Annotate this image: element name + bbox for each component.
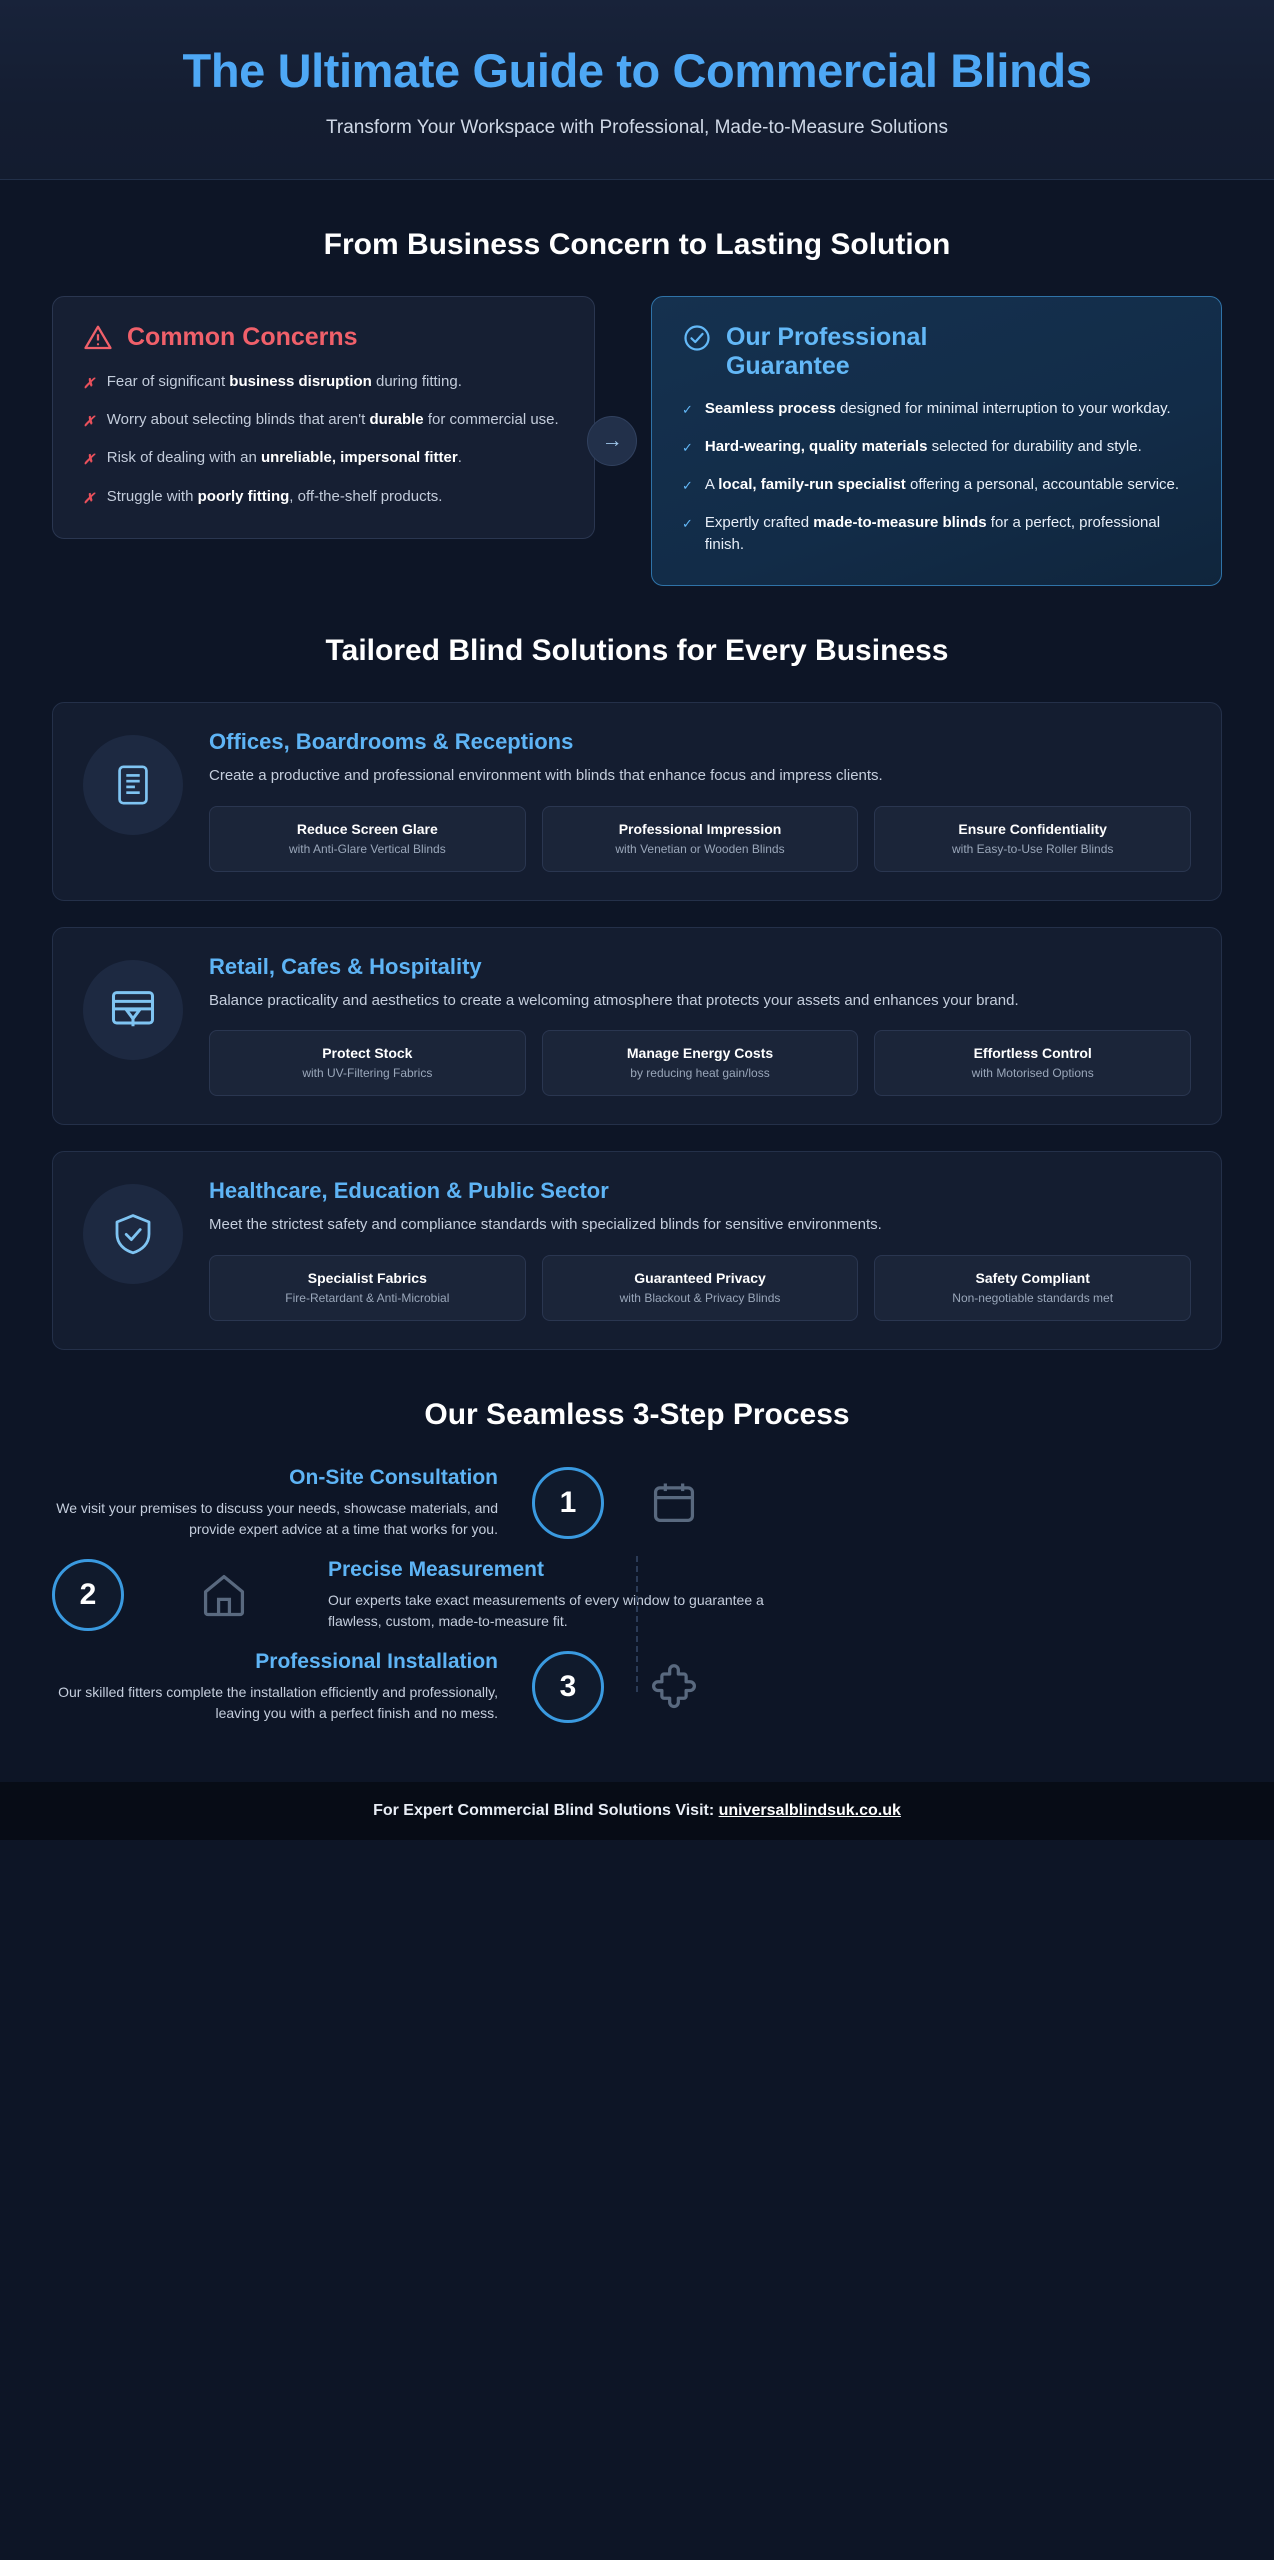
footer-bar	[0, 1782, 1274, 1840]
shield-check-icon	[83, 1184, 183, 1284]
feature-card	[874, 1030, 1191, 1096]
footer-text: For Expert Commercial Blind Solutions Visit:	[373, 1801, 715, 1819]
feature-subtitle: with UV-Filtering Fabrics	[302, 1066, 433, 1081]
list-item-text: A local, family-run specialist offering a personal, accountable service.	[704, 475, 1180, 493]
feature-card	[874, 1255, 1191, 1321]
check-icon: ✓	[681, 515, 693, 531]
step-number: 1	[532, 1467, 604, 1539]
step-title: On-Site Consultation	[289, 1465, 498, 1489]
puzzle-piece-icon	[604, 1661, 774, 1713]
list-item	[83, 371, 564, 393]
list-item	[83, 409, 564, 431]
solutions-panels	[0, 702, 1274, 1350]
feature-title: Specialist Fabrics	[307, 1269, 427, 1286]
panel-description: Balance practicality and aesthetics to create a welcoming atmosphere that protects your assets and enhances your brand.	[209, 991, 1019, 1009]
guarantee-header	[682, 323, 1191, 381]
step-number: 2	[52, 1559, 124, 1631]
feature-title: Professional Impression	[618, 820, 782, 837]
feature-card	[209, 1030, 526, 1096]
professional-guarantee-card	[651, 296, 1222, 587]
check-icon: ✓	[681, 477, 693, 493]
storefront-icon	[83, 960, 183, 1060]
list-item-text: Struggle with poorly fitting, off-the-shelf products.	[106, 487, 443, 505]
guarantee-title: Our Professional Guarantee	[725, 322, 928, 380]
list-item	[83, 447, 564, 469]
list-item-text: Expertly crafted made-to-measure blinds for a perfect, professional finish.	[704, 513, 1161, 553]
hero-section	[0, 0, 1274, 180]
feature-title: Guaranteed Privacy	[634, 1269, 766, 1286]
list-item-text: Fear of significant business disruption during fitting.	[106, 372, 462, 390]
cross-icon: ✗	[83, 374, 95, 391]
feature-title: Protect Stock	[322, 1045, 413, 1062]
check-circle-icon	[682, 323, 712, 353]
concerns-header	[83, 323, 564, 353]
feature-row	[209, 806, 1191, 872]
feature-card	[874, 806, 1191, 872]
feature-title: Manage Energy Costs	[626, 1045, 774, 1062]
step-text	[52, 1466, 532, 1540]
solution-panel	[52, 1151, 1222, 1350]
common-concerns-card	[52, 296, 595, 539]
cross-icon: ✗	[83, 451, 95, 468]
list-item	[682, 474, 1191, 496]
feature-title: Effortless Control	[973, 1045, 1092, 1062]
footer-website-link[interactable]: universalblindsuk.co.uk	[718, 1801, 901, 1819]
panel-body	[209, 954, 1191, 1097]
solution-panel	[52, 702, 1222, 901]
guarantee-list	[682, 398, 1191, 555]
feature-row	[209, 1030, 1191, 1096]
feature-card	[209, 1255, 526, 1321]
cross-icon: ✗	[83, 413, 95, 430]
office-document-icon	[83, 735, 183, 835]
list-item-text: Hard-wearing, quality materials selected for durability and style.	[704, 438, 1142, 456]
feature-title: Reduce Screen Glare	[296, 820, 438, 837]
list-item-text: Seamless process designed for minimal interruption to your workday.	[704, 400, 1171, 418]
feature-row	[209, 1255, 1191, 1321]
step-text	[52, 1650, 532, 1724]
feature-subtitle: with Motorised Options	[971, 1066, 1094, 1081]
compare-section	[0, 296, 1274, 587]
list-item	[682, 436, 1191, 458]
warning-triangle-icon	[83, 323, 113, 353]
concerns-title: Common Concerns	[127, 322, 358, 351]
check-icon: ✓	[681, 402, 693, 418]
process-section-heading: Our Seamless 3-Step Process	[424, 1397, 850, 1431]
feature-title: Safety Compliant	[975, 1269, 1090, 1286]
step-description: Our skilled fitters complete the installation efficiently and professionally, leaving you with a perfect finish and no mess.	[58, 1683, 498, 1721]
page-subtitle: Transform Your Workspace with Professional, Made-to-Measure Solutions	[326, 116, 948, 138]
transition-arrow	[585, 416, 639, 466]
feature-subtitle: with Easy-to-Use Roller Blinds	[951, 841, 1114, 856]
feature-subtitle: with Anti-Glare Vertical Blinds	[288, 841, 446, 856]
step-number: 3	[532, 1651, 604, 1723]
panel-body	[209, 729, 1191, 872]
step-title: Precise Measurement	[328, 1557, 544, 1581]
step-description: We visit your premises to discuss your needs, showcase materials, and provide expert advice at a time that works for you.	[56, 1499, 498, 1537]
feature-subtitle: Non-negotiable standards met	[952, 1290, 1114, 1305]
check-icon: ✓	[681, 440, 693, 456]
step-text	[294, 1558, 774, 1632]
process-connector	[636, 1556, 638, 1692]
page-title: The Ultimate Guide to Commercial Blinds	[182, 44, 1092, 97]
feature-card	[542, 1030, 859, 1096]
feature-subtitle: with Blackout & Privacy Blinds	[619, 1290, 781, 1305]
list-item-text: Worry about selecting blinds that aren't durable for commercial use.	[106, 411, 559, 429]
compare-section-heading: From Business Concern to Lasting Solution	[323, 227, 951, 261]
panel-title: Retail, Cafes & Hospitality	[209, 953, 482, 979]
step-title: Professional Installation	[255, 1649, 498, 1673]
process-section	[0, 1466, 1274, 1782]
arrow-right-icon: →	[587, 416, 637, 466]
solutions-section-heading: Tailored Blind Solutions for Every Business	[325, 634, 949, 668]
feature-title: Ensure Confidentiality	[958, 820, 1107, 837]
feature-subtitle: by reducing heat gain/loss	[630, 1066, 770, 1081]
feature-subtitle: Fire-Retardant & Anti-Microbial	[285, 1290, 450, 1305]
feature-card	[209, 806, 526, 872]
list-item	[682, 512, 1191, 556]
feature-card	[542, 1255, 859, 1321]
panel-body	[209, 1178, 1191, 1321]
list-item-text: Risk of dealing with an unreliable, impersonal fitter.	[106, 449, 462, 467]
process-step	[52, 1466, 1222, 1540]
panel-description: Create a productive and professional environment with blinds that enhance focus and impress clients.	[209, 767, 883, 785]
feature-subtitle: with Venetian or Wooden Blinds	[615, 841, 785, 856]
feature-card	[542, 806, 859, 872]
panel-title: Offices, Boardrooms & Receptions	[209, 729, 574, 755]
concerns-list	[83, 371, 564, 508]
cross-icon: ✗	[83, 489, 95, 506]
home-icon	[124, 1569, 294, 1621]
list-item	[83, 486, 564, 508]
step-description: Our experts take exact measurements of every window to guarantee a flawless, custom, made-to-measure fit.	[328, 1591, 764, 1629]
solution-panel	[52, 927, 1222, 1126]
list-item	[682, 398, 1191, 420]
panel-description: Meet the strictest safety and compliance standards with specialized blinds for sensitive environments.	[209, 1216, 882, 1234]
calendar-icon	[604, 1477, 774, 1529]
panel-title: Healthcare, Education & Public Sector	[209, 1178, 609, 1204]
